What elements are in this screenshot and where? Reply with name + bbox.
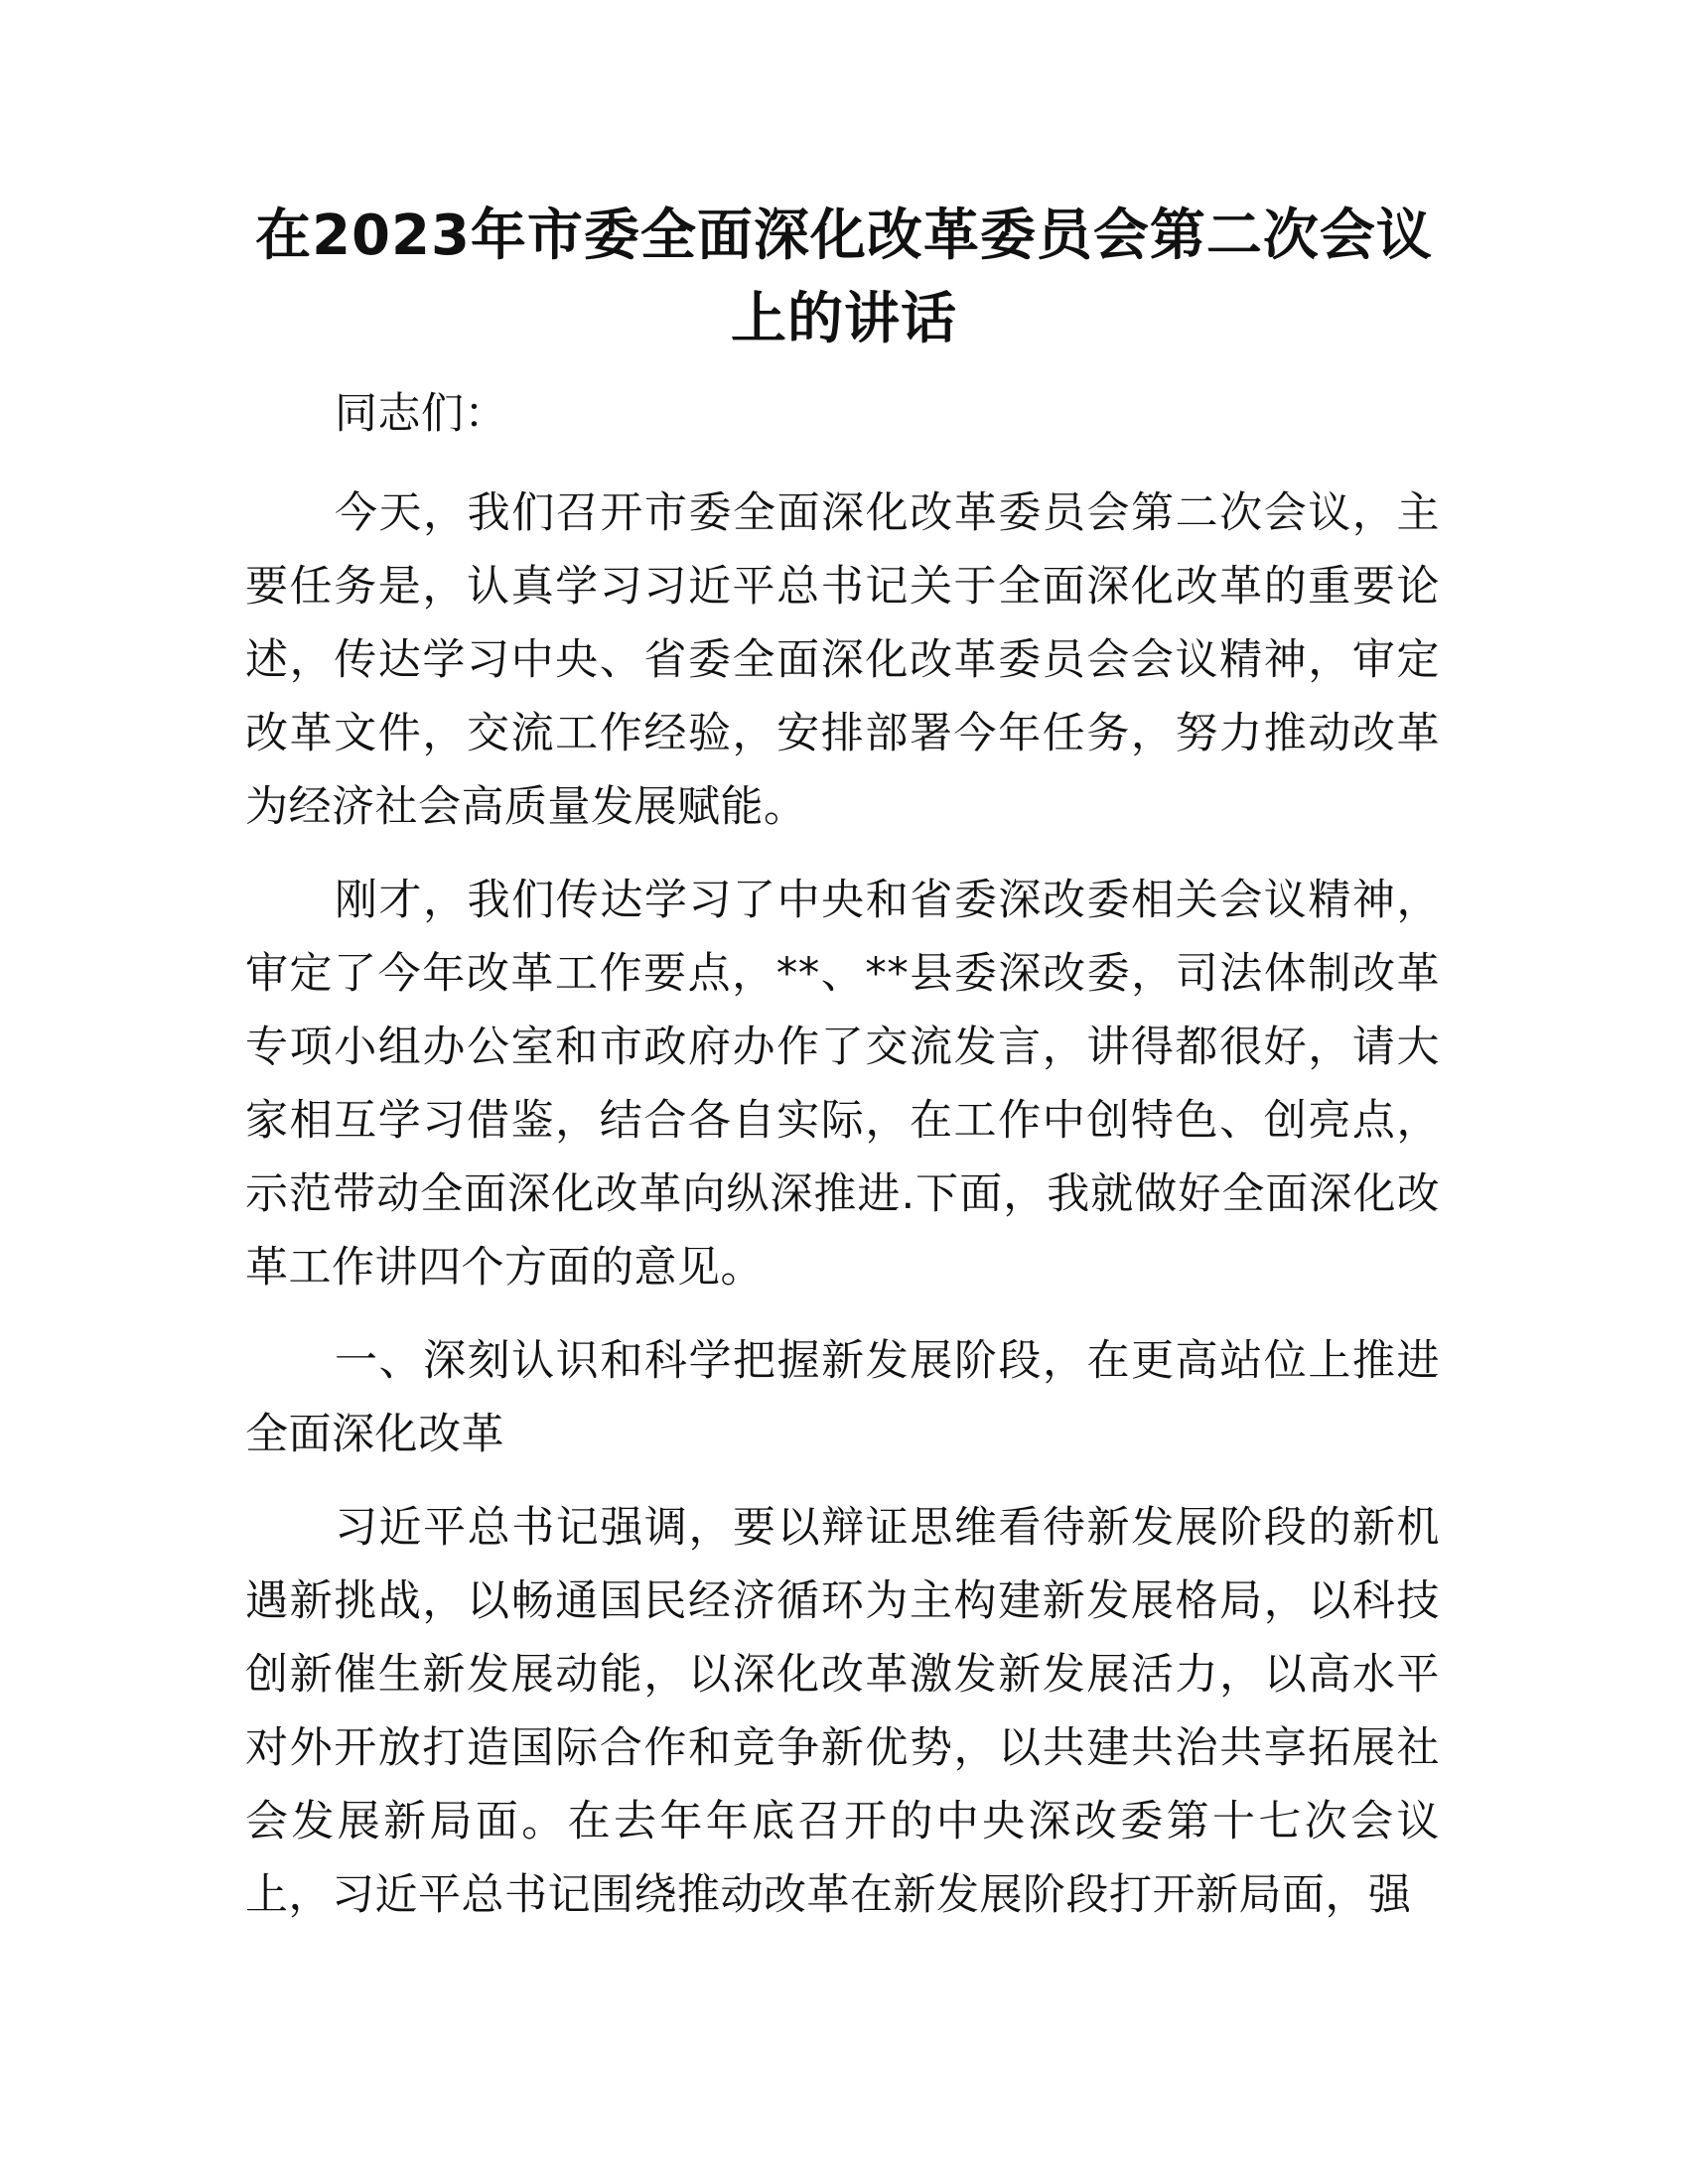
document-body [245, 377, 1440, 1952]
paragraph-opening: 今天，我们召开市委全面深化改革委员会第二次会议，主要任务是，认真学习习近平总书记关于全面深化改革的重要论述，传达学习中央、省委全面深化改革委员会会议精神，审定改革文件，交流工作经验，安排部署今年任务，努力推动改革为经济社会高质量发展赋能。 [245, 488, 1440, 832]
document-title: 在2023年市委全面深化改革委员会第二次会议上的讲话 [255, 204, 1433, 351]
section-paragraph: 习近平总书记强调，要以辩证思维看待新发展阶段的新机遇新挑战，以畅通国民经济循环为主构建新发展格局，以科技创新催生新发展动能，以深化改革激发新发展活力，以高水平对外开放打造国际合作和竞争新优势，以共建共治共享拓展社会发展新局面。在去年年底召开的中央深改委第十七次会议上，习近平总书记围绕推动改革在新发展阶段打开新局面，强 [245, 1503, 1440, 1920]
paragraph-review: 刚才，我们传达学习了中央和省委深改委相关会议精神，审定了今年改革工作要点，**、**县委深改委，司法体制改革专项小组办公室和市政府办作了交流发言，讲得都很好，请大家相互学习借鉴，结合各自实际，在工作中创特色、创亮点，示范带动全面深化改革向纵深推进.下面，我就做好全面深化改革工作讲四个方面的意见。 [245, 876, 1440, 1293]
salutation: 同志们： [335, 389, 507, 439]
section-heading: 一、深刻认识和科学把握新发展阶段，在更高站位上推进全面深化改革 [245, 1336, 1440, 1459]
